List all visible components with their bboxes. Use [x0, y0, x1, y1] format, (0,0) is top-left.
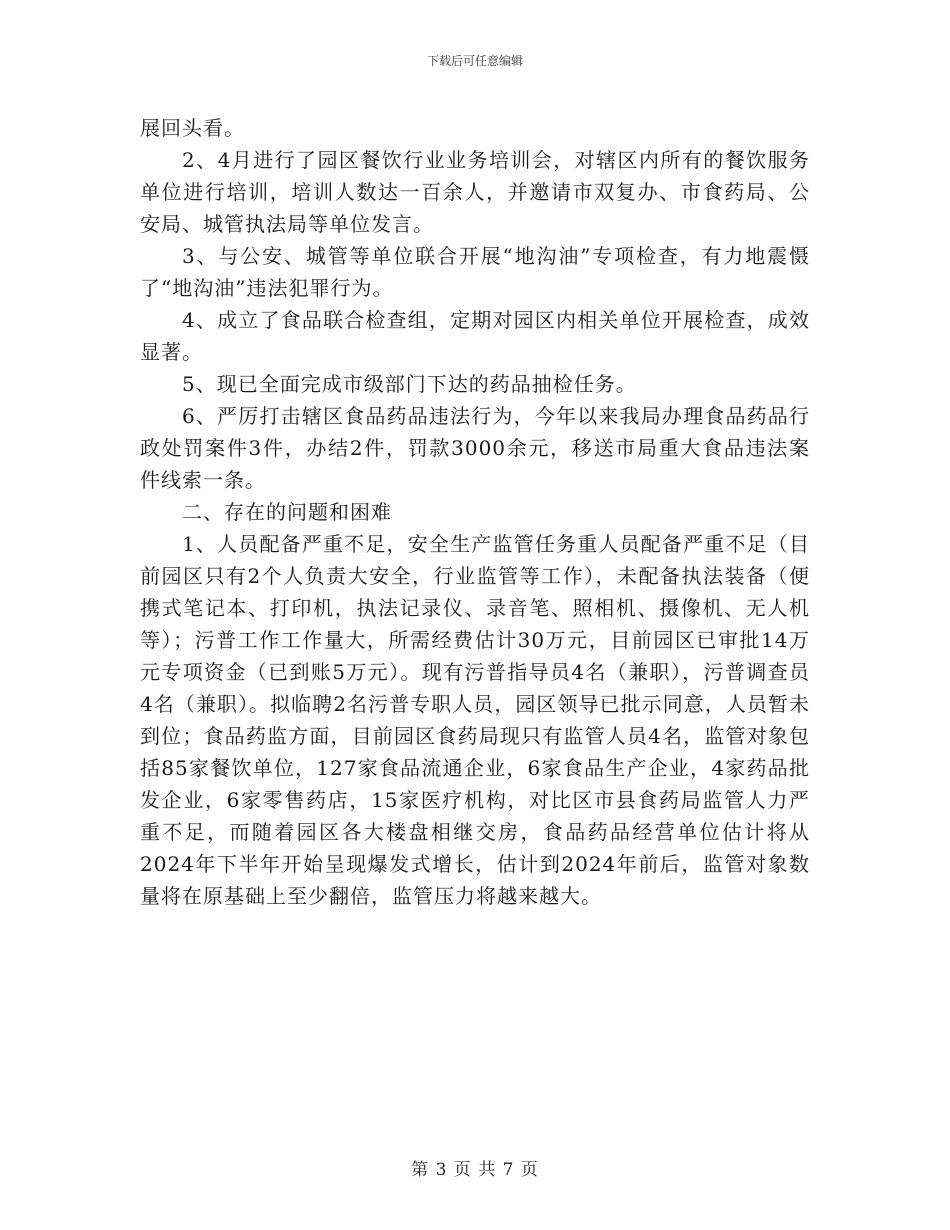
paragraph-continuation: 展回头看。: [140, 116, 245, 140]
paragraph-item-4: 4、成立了食品联合检查组，定期对园区内相关单位开展检查，成效显著。: [140, 308, 810, 364]
page-header-note: 下载后可任意编辑: [426, 54, 523, 68]
paragraph-item-5: 5、现已全面完成市级部门下达的药品抽检任务。: [182, 372, 637, 396]
paragraph-item-6: 6、严厉打击辖区食品药品违法行为，今年以来我局办理食品药品行政处罚案件3件，办结2件，罚款3000余元，移送市局重大食品违法案件线索一条。: [140, 404, 810, 492]
document-body: [140, 112, 810, 912]
paragraph-problem-1: 1、人员配备严重不足，安全生产监管任务重人员配备严重不足（目前园区只有2个人负责大安全，行业监管等工作），未配备执法装备（便携式笔记本、打印机，执法记录仪、录音笔、照相机、摄像机、无人机等）；污普工作工作量大，所需经费估计30万元，目前园区已审批14万元专项资金（已到账5万元）。现有污普指导员4名（兼职），污普调查员4名（兼职）。拟临聘2名污普专职人员，园区领导已批示同意，人员暂未到位；食品药监方面，目前园区食药局现只有监管人员4名，监管对象包括85家餐饮单位，127家食品流通企业，6家食品生产企业，4家药品批发企业，6家零售药店，15家医疗机构，对比区市县食药局监管人力严重不足，而随着园区各大楼盘相继交房，食品药品经营单位估计将从2024年下半年开始呈现爆发式增长，估计到2024年前后，监管对象数量将在原基础上至少翻倍，监管压力将越来越大。: [140, 532, 810, 908]
page-number: 第 3 页 共 7 页: [411, 1160, 539, 1180]
paragraph-item-2: 2、4月进行了园区餐饮行业业务培训会，对辖区内所有的餐饮服务单位进行培训，培训人数达一百余人，并邀请市双复办、市食药局、公安局、城管执法局等单位发言。: [140, 148, 810, 236]
paragraph-item-3: 3、与公安、城管等单位联合开展“地沟油”专项检查，有力地震慑了“地沟油”违法犯罪行为。: [140, 244, 810, 300]
section-heading: 二、存在的问题和困难: [182, 500, 392, 524]
